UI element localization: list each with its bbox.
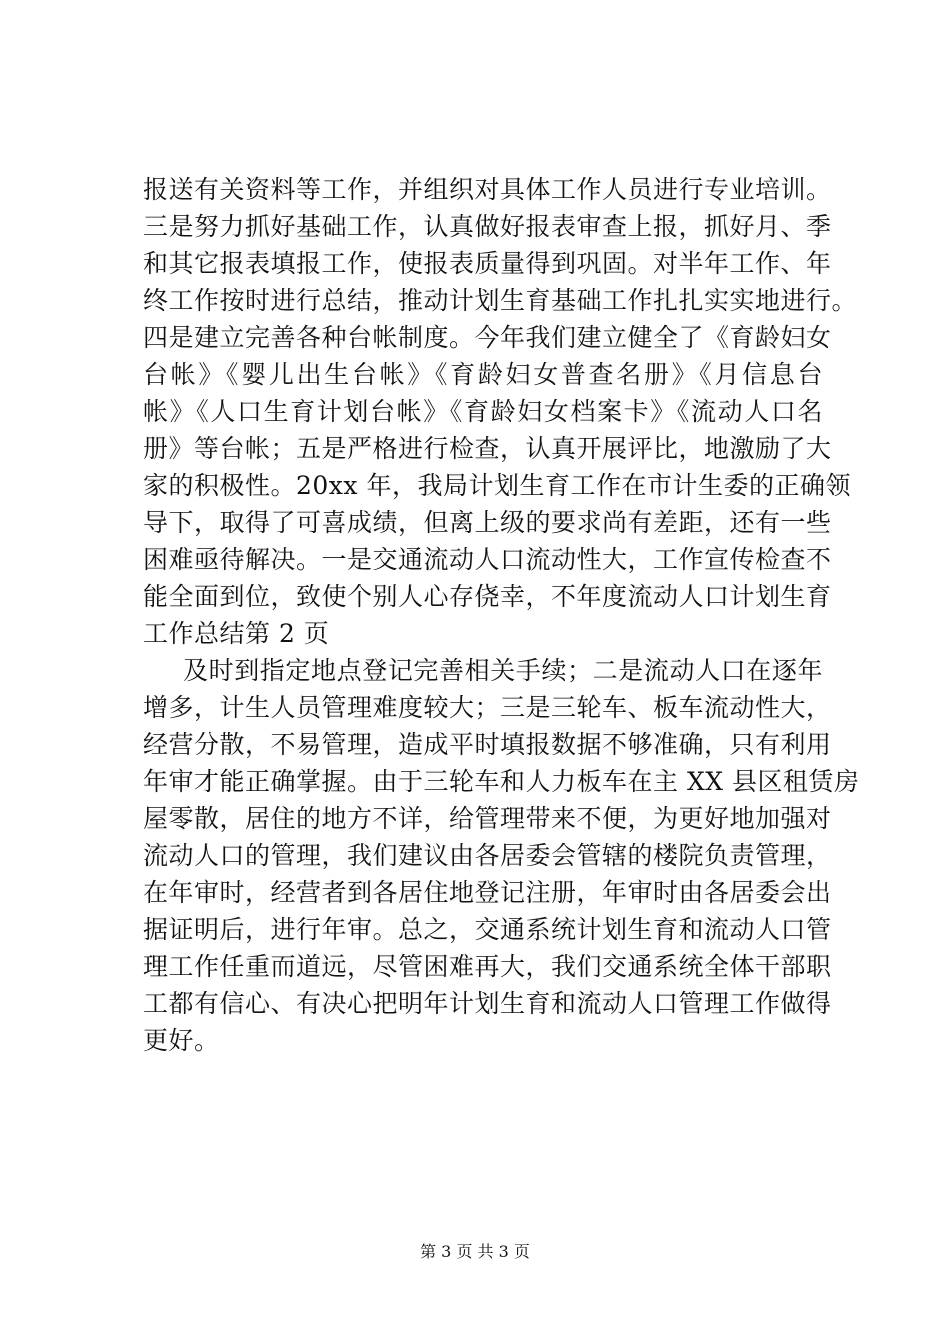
page-number-footer: 第 3 页 共 3 页	[420, 1242, 530, 1261]
text-line: 在年审时，经营者到各居住地登记注册，年审时由各居委会出	[143, 878, 832, 907]
text-line: 报送有关资料等工作，并组织对具体工作人员进行专业培训。	[143, 175, 832, 204]
text-line: 据证明后，进行年审。总之，交通系统计划生育和流动人口管	[143, 915, 832, 944]
text-line: 经营分散，不易管理，造成平时填报数据不够准确，只有利用	[143, 730, 832, 759]
text-line: 年审才能正确掌握。由于三轮车和人力板车在主 XX 县区租赁房	[143, 767, 860, 796]
paragraph-first-line: 及时到指定地点登记完善相关手续；二是流动人口在逐年	[183, 656, 823, 685]
text-line: 工都有信心、有决心把明年计划生育和流动人口管理工作做得	[143, 989, 832, 1018]
text-line: 帐》《人口生育计划台帐》《育龄妇女档案卡》《流动人口名	[143, 397, 823, 426]
text-line: 家的积极性。20xx 年，我局计划生育工作在市计生委的正确领	[143, 471, 851, 500]
text-line: 终工作按时进行总结，推动计划生育基础工作扎扎实实地进行。	[143, 286, 858, 315]
text-line: 四是建立完善各种台帐制度。今年我们建立健全了《育龄妇女	[143, 323, 832, 352]
text-line: 流动人口的管理，我们建议由各居委会管辖的楼院负责管理，	[143, 841, 832, 870]
text-line: 能全面到位，致使个别人心存侥幸，不年度流动人口计划生育	[143, 582, 832, 611]
text-line: 更好。	[143, 1026, 220, 1055]
text-line: 困难亟待解决。一是交通流动人口流动性大，工作宣传检查不	[143, 545, 832, 574]
text-line: 理工作任重而道远，尽管困难再大，我们交通系统全体干部职	[143, 952, 832, 981]
text-line: 工作总结第 2 页	[143, 619, 330, 648]
document-body	[143, 171, 860, 1059]
text-line: 三是努力抓好基础工作，认真做好报表审查上报，抓好月、季	[143, 212, 832, 241]
text-line: 屋零散，居住的地方不详，给管理带来不便，为更好地加强对	[143, 804, 832, 833]
text-line: 台帐》《婴儿出生台帐》《育龄妇女普查名册》《月信息台	[143, 360, 823, 389]
text-line: 和其它报表填报工作，使报表质量得到巩固。对半年工作、年	[143, 249, 832, 278]
text-line: 导下，取得了可喜成绩，但离上级的要求尚有差距，还有一些	[143, 508, 832, 537]
text-line: 册》等台帐；五是严格进行检查，认真开展评比，地激励了大	[143, 434, 832, 463]
text-line: 增多，计生人员管理难度较大；三是三轮车、板车流动性大，	[143, 693, 832, 722]
